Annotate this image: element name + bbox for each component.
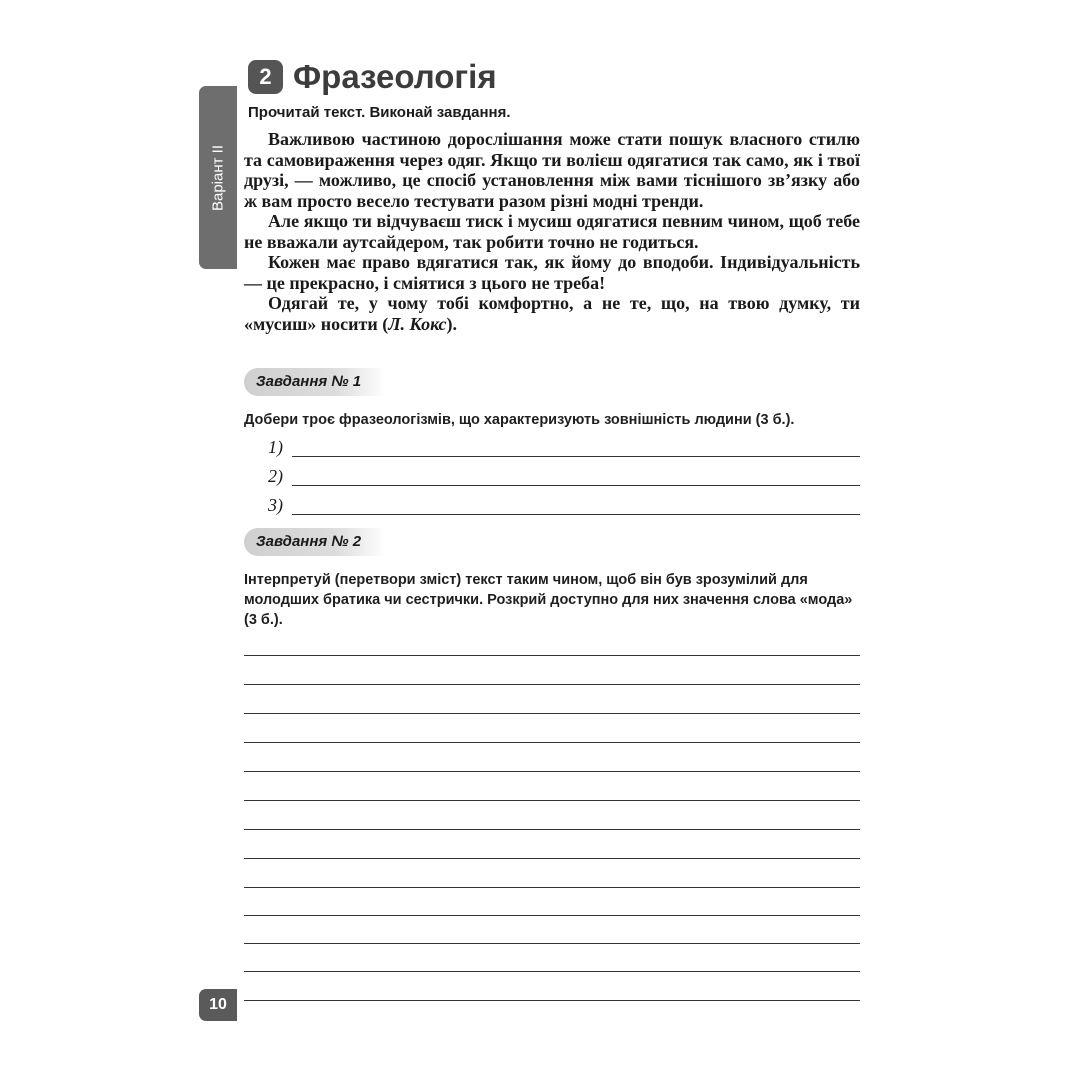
answer-line-3[interactable]: [292, 496, 860, 515]
writing-line[interactable]: [244, 771, 860, 772]
variant-label: Варіант ІІ: [209, 144, 227, 211]
passage-paragraph-3: Кожен має право вдягатися так, як йому до вподоби. Індивідуальність — це прекрасно, і сміятися з цього не треба!: [244, 252, 860, 293]
task-2-question: Інтерпретуй (перетвори зміст) текст таким чином, щоб він був зрозумілий для молодших братика чи сестрички. Розкрий доступно для них значення слова «мода» (3 б.).: [244, 572, 853, 628]
writing-line[interactable]: [244, 800, 860, 801]
writing-line[interactable]: [244, 1000, 860, 1001]
task-2-label: Завдання № 2: [244, 528, 386, 556]
passage-paragraph-4-end: ).: [446, 313, 458, 334]
writing-line[interactable]: [244, 971, 860, 972]
section-title: Фразеологія: [293, 58, 497, 95]
writing-line[interactable]: [244, 915, 860, 916]
variant-side-tab: [199, 86, 237, 269]
writing-line[interactable]: [244, 943, 860, 944]
writing-line[interactable]: [244, 887, 860, 888]
answer-row-2[interactable]: [268, 464, 860, 486]
answer-line-2[interactable]: [292, 467, 860, 486]
reading-passage: [244, 129, 860, 334]
answer-number-2: 2): [268, 466, 283, 486]
task-1-label: Завдання № 1: [244, 368, 386, 396]
section-number-badge: 2: [248, 60, 283, 94]
passage-paragraph-4: [244, 293, 860, 334]
writing-line[interactable]: [244, 655, 860, 656]
task-1-question: Добери троє фразеологізмів, що характеризують зовнішність людини (3 б.).: [244, 412, 795, 428]
answer-row-1[interactable]: [268, 435, 860, 457]
answer-number-1: 1): [268, 437, 283, 457]
answer-line-1[interactable]: [292, 438, 860, 457]
writing-line[interactable]: [244, 684, 860, 685]
writing-line[interactable]: [244, 858, 860, 859]
page-number: 10: [199, 989, 237, 1021]
writing-line[interactable]: [244, 713, 860, 714]
passage-paragraph-1: Важливою частиною дорослішання може стати пошук власного стилю та самовираження через одяг. Якщо ти волієш одягатися так само, як і твої друзі, — можливо, це спосіб установлення між вами тіснішого зв’язку або ж вам просто весело тестувати разом різні модні тренди.: [244, 129, 860, 211]
writing-line[interactable]: [244, 829, 860, 830]
passage-paragraph-2: Але якщо ти відчуваєш тиск і мусиш одягатися певним чином, щоб тебе не вважали аутсайдером, так робити точно не годиться.: [244, 211, 860, 252]
passage-paragraph-4-text: Одягай те, у чому тобі комфортно, а не те, що, на твою думку, ти «мусиш» носити (: [244, 293, 860, 334]
answer-number-3: 3): [268, 495, 283, 515]
instruction-text: Прочитай текст. Виконай завдання.: [248, 104, 511, 121]
writing-line[interactable]: [244, 742, 860, 743]
passage-author: Л. Кокс: [388, 313, 447, 334]
answer-row-3[interactable]: [268, 493, 860, 515]
